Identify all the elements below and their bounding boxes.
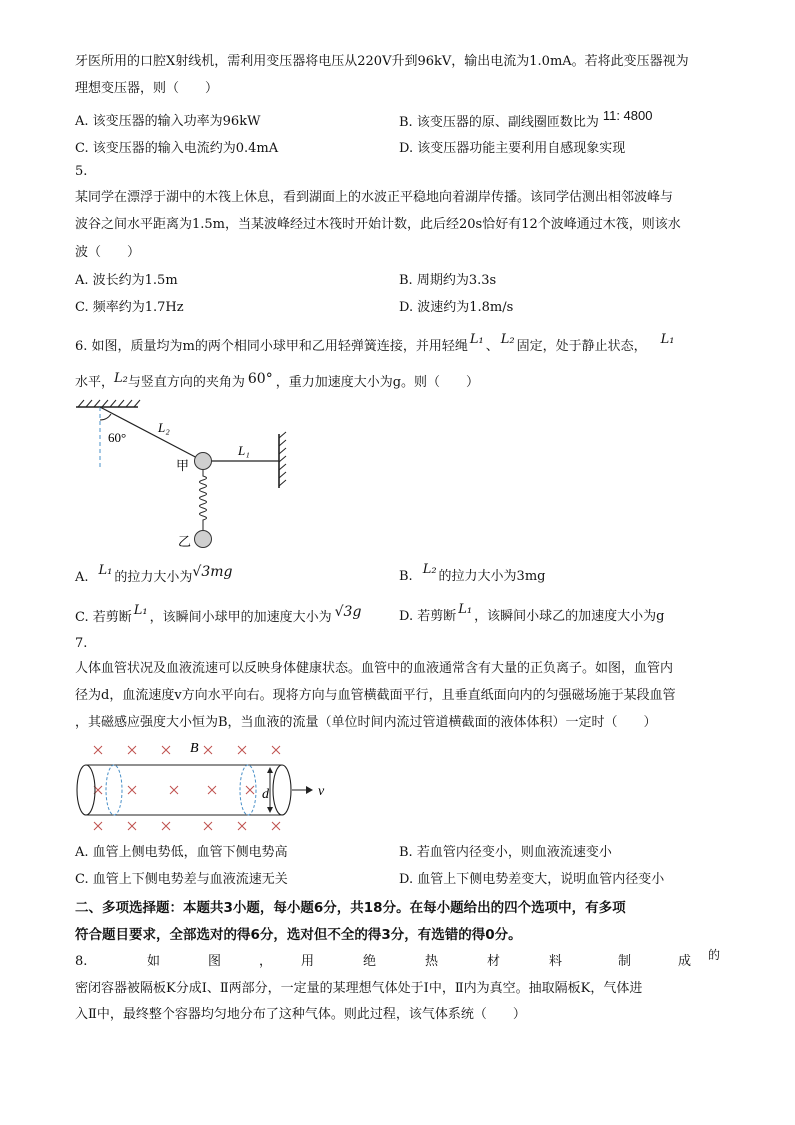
q6-option-c xyxy=(75,603,362,627)
cross-section-left xyxy=(106,765,122,815)
q5-number: 5. xyxy=(75,164,88,179)
q8-stem-line3: 入Ⅱ中，最终整个容器均匀地分布了这种气体。则此过程，该气体系统（ ） xyxy=(75,1007,526,1022)
q6-option-b-l: L₂ xyxy=(422,562,437,577)
fig-b-label: B xyxy=(190,741,199,756)
q6-angle: 60° xyxy=(247,371,273,387)
q6-option-d xyxy=(399,602,665,626)
q6-stem-text1: 6. 如图，质量均为m的两个相同小球甲和乙用轻弹簧连接，并用轻绳 xyxy=(75,339,468,354)
q6-option-c-value: √3g xyxy=(334,604,362,620)
q5-stem-line1: 某同学在漂浮于湖中的木筏上休息，看到湖面上的水波正平稳地向着湖岸传播。该同学估测出相邻波峰与 xyxy=(75,190,674,205)
q6-option-d-l: L₁ xyxy=(458,602,473,617)
q6-stem-text1b: 固定，处于静止状态， xyxy=(516,339,647,354)
q5-option-c: C. 频率约为1.7Hz xyxy=(75,300,184,315)
q6-stem-line2 xyxy=(75,373,479,392)
q8-word-6: 热 xyxy=(425,954,439,969)
q4-option-b xyxy=(399,108,653,132)
q6-l2-symbol-b: L₂ xyxy=(114,371,128,386)
q6-option-a-prefix: A. xyxy=(75,570,89,585)
q6-separator: 、 xyxy=(485,339,499,354)
q8-word-5: 绝 xyxy=(363,954,377,969)
q7-option-a: A. 血管上侧电势低，血管下侧电势高 xyxy=(75,845,288,860)
q8-stem-line2: 密闭容器被隔板K分成Ⅰ、Ⅱ两部分，一定量的某理想气体处于Ⅰ中，Ⅱ内为真空。抽取隔板K，气体进 xyxy=(75,981,643,996)
velocity-arrowhead xyxy=(306,786,313,794)
q6-option-b xyxy=(399,562,546,586)
q6-l1-symbol-b: L₁ xyxy=(660,332,675,347)
q8-word-10: 成 xyxy=(678,954,692,969)
section2-heading-line2: 符合题目要求，全部选对的得6分，选对但不全的得3分，有选错的得0分。 xyxy=(75,927,522,943)
spring xyxy=(200,470,207,530)
q4-option-b-prefix: B. 该变压器的原、副线圈匝数比为 xyxy=(399,115,599,130)
q6-stem-text2a: 水平， xyxy=(75,375,115,390)
q8-number: 8. xyxy=(75,954,88,969)
fig-v-label: v xyxy=(318,784,325,799)
q6-option-c-prefix: C. 若剪断 xyxy=(75,610,132,625)
q8-word-9: 制 xyxy=(618,954,632,969)
q8-word-7: 材 xyxy=(487,954,501,969)
q7-option-c: C. 血管上下侧电势差与血液流速无关 xyxy=(75,872,288,887)
q7-stem-line3: ，其磁感应强度大小恒为B，当血液的流量（单位时间内流过管道横截面的液体体积）一定时（ ） xyxy=(75,715,657,730)
q5-option-a: A. 波长约为1.5m xyxy=(75,273,178,288)
q7-option-d: D. 血管上下侧电势差变大，说明血管内径变小 xyxy=(399,872,665,887)
q8-word-1: 如 xyxy=(147,954,161,969)
q5-stem-line2: 波谷之间水平距离为1.5m，当某波峰经过木筏时开始计数，此后经20s恰好有12个波峰通过木筏，则该水 xyxy=(75,217,681,232)
q6-stem-line1 xyxy=(75,332,675,356)
fig-l2-label: L₂ xyxy=(158,420,170,435)
section2-heading-line1: 二、多项选择题：本题共3小题，每小题6分，共18分。在每小题给出的四个选项中，有多项 xyxy=(75,900,626,916)
q8-word-4: 用 xyxy=(301,954,315,969)
wall-hatch xyxy=(279,432,286,486)
fig-ball-jia-label: 甲 xyxy=(176,458,190,473)
q8-word-8: 料 xyxy=(549,954,563,969)
q4-option-d: D. 该变压器功能主要利用自感现象实现 xyxy=(399,141,626,156)
q6-option-a-text: 的拉力大小为 xyxy=(114,570,193,585)
q4-stem-line2: 理想变压器，则（ ） xyxy=(75,81,219,96)
q6-option-a-value: √3mg xyxy=(192,564,233,580)
q7-stem-line2: 径为d，血流速度v方向水平向右。现将方向与血管横截面平行，且垂直纸面向内的匀强磁场施于某段血管 xyxy=(75,688,676,703)
q8-word-2: 图 xyxy=(208,954,222,969)
q5-stem-line3: 波（ ） xyxy=(75,245,141,260)
q4-stem-line1: 牙医所用的口腔X射线机，需利用变压器将电压从220V升到96kV，输出电流为1.0mA。若将此变压器视为 xyxy=(75,54,689,69)
q4-option-b-ratio: 11: 4800 xyxy=(602,108,653,123)
ball-yi xyxy=(195,531,212,548)
tube-left-end xyxy=(77,765,95,815)
q6-option-c-l: L₁ xyxy=(133,603,148,618)
q7-stem-line1: 人体血管状况及血液流速可以反映身体健康状态。血管中的血液通常含有大量的正负离子。如图，血管内 xyxy=(75,661,674,676)
q4-option-a: A. 该变压器的输入功率为96kW xyxy=(75,114,261,129)
q6-option-c-text: ，该瞬间小球甲的加速度大小为 xyxy=(149,610,332,625)
fig-ball-yi-label: 乙 xyxy=(178,534,192,549)
q6-stem-text2b: 与竖直方向的夹角为 xyxy=(127,375,245,390)
q6-l2-symbol: L₂ xyxy=(500,332,515,347)
q6-option-a-l: L₁ xyxy=(98,563,113,578)
q7-number: 7. xyxy=(75,636,88,651)
ceiling-hatch xyxy=(78,400,140,407)
q7-figure xyxy=(70,736,340,836)
q7-option-b: B. 若血管内径变小，则血液流速变小 xyxy=(399,845,612,860)
tube-right-end xyxy=(273,765,291,815)
fig-d-label: d xyxy=(262,787,269,802)
ball-jia xyxy=(195,453,212,470)
q6-figure xyxy=(70,396,300,554)
fig-angle-label: 60° xyxy=(108,430,127,445)
q5-option-d: D. 波速约为1.8m/s xyxy=(399,300,514,315)
q6-stem-text2c: ，重力加速度大小为g。则（ ） xyxy=(275,375,480,390)
q6-option-d-text: ，该瞬间小球乙的加速度大小为g xyxy=(474,609,665,624)
q6-option-a xyxy=(75,563,233,587)
angle-arc xyxy=(100,414,111,420)
cross-section-right xyxy=(240,765,256,815)
q4-option-c: C. 该变压器的输入电流约为0.4mA xyxy=(75,141,279,156)
q6-l1-symbol: L₁ xyxy=(469,332,484,347)
fig-l1-label: L₁ xyxy=(238,443,250,458)
q8-word-3: ， xyxy=(259,954,273,969)
q6-option-b-text: 的拉力大小为3mg xyxy=(438,569,546,584)
q8-word-11: 的 xyxy=(708,948,721,962)
q6-option-d-prefix: D. 若剪断 xyxy=(399,609,457,624)
q5-option-b: B. 周期约为3.3s xyxy=(399,273,497,288)
q6-option-b-prefix: B. xyxy=(399,569,413,584)
